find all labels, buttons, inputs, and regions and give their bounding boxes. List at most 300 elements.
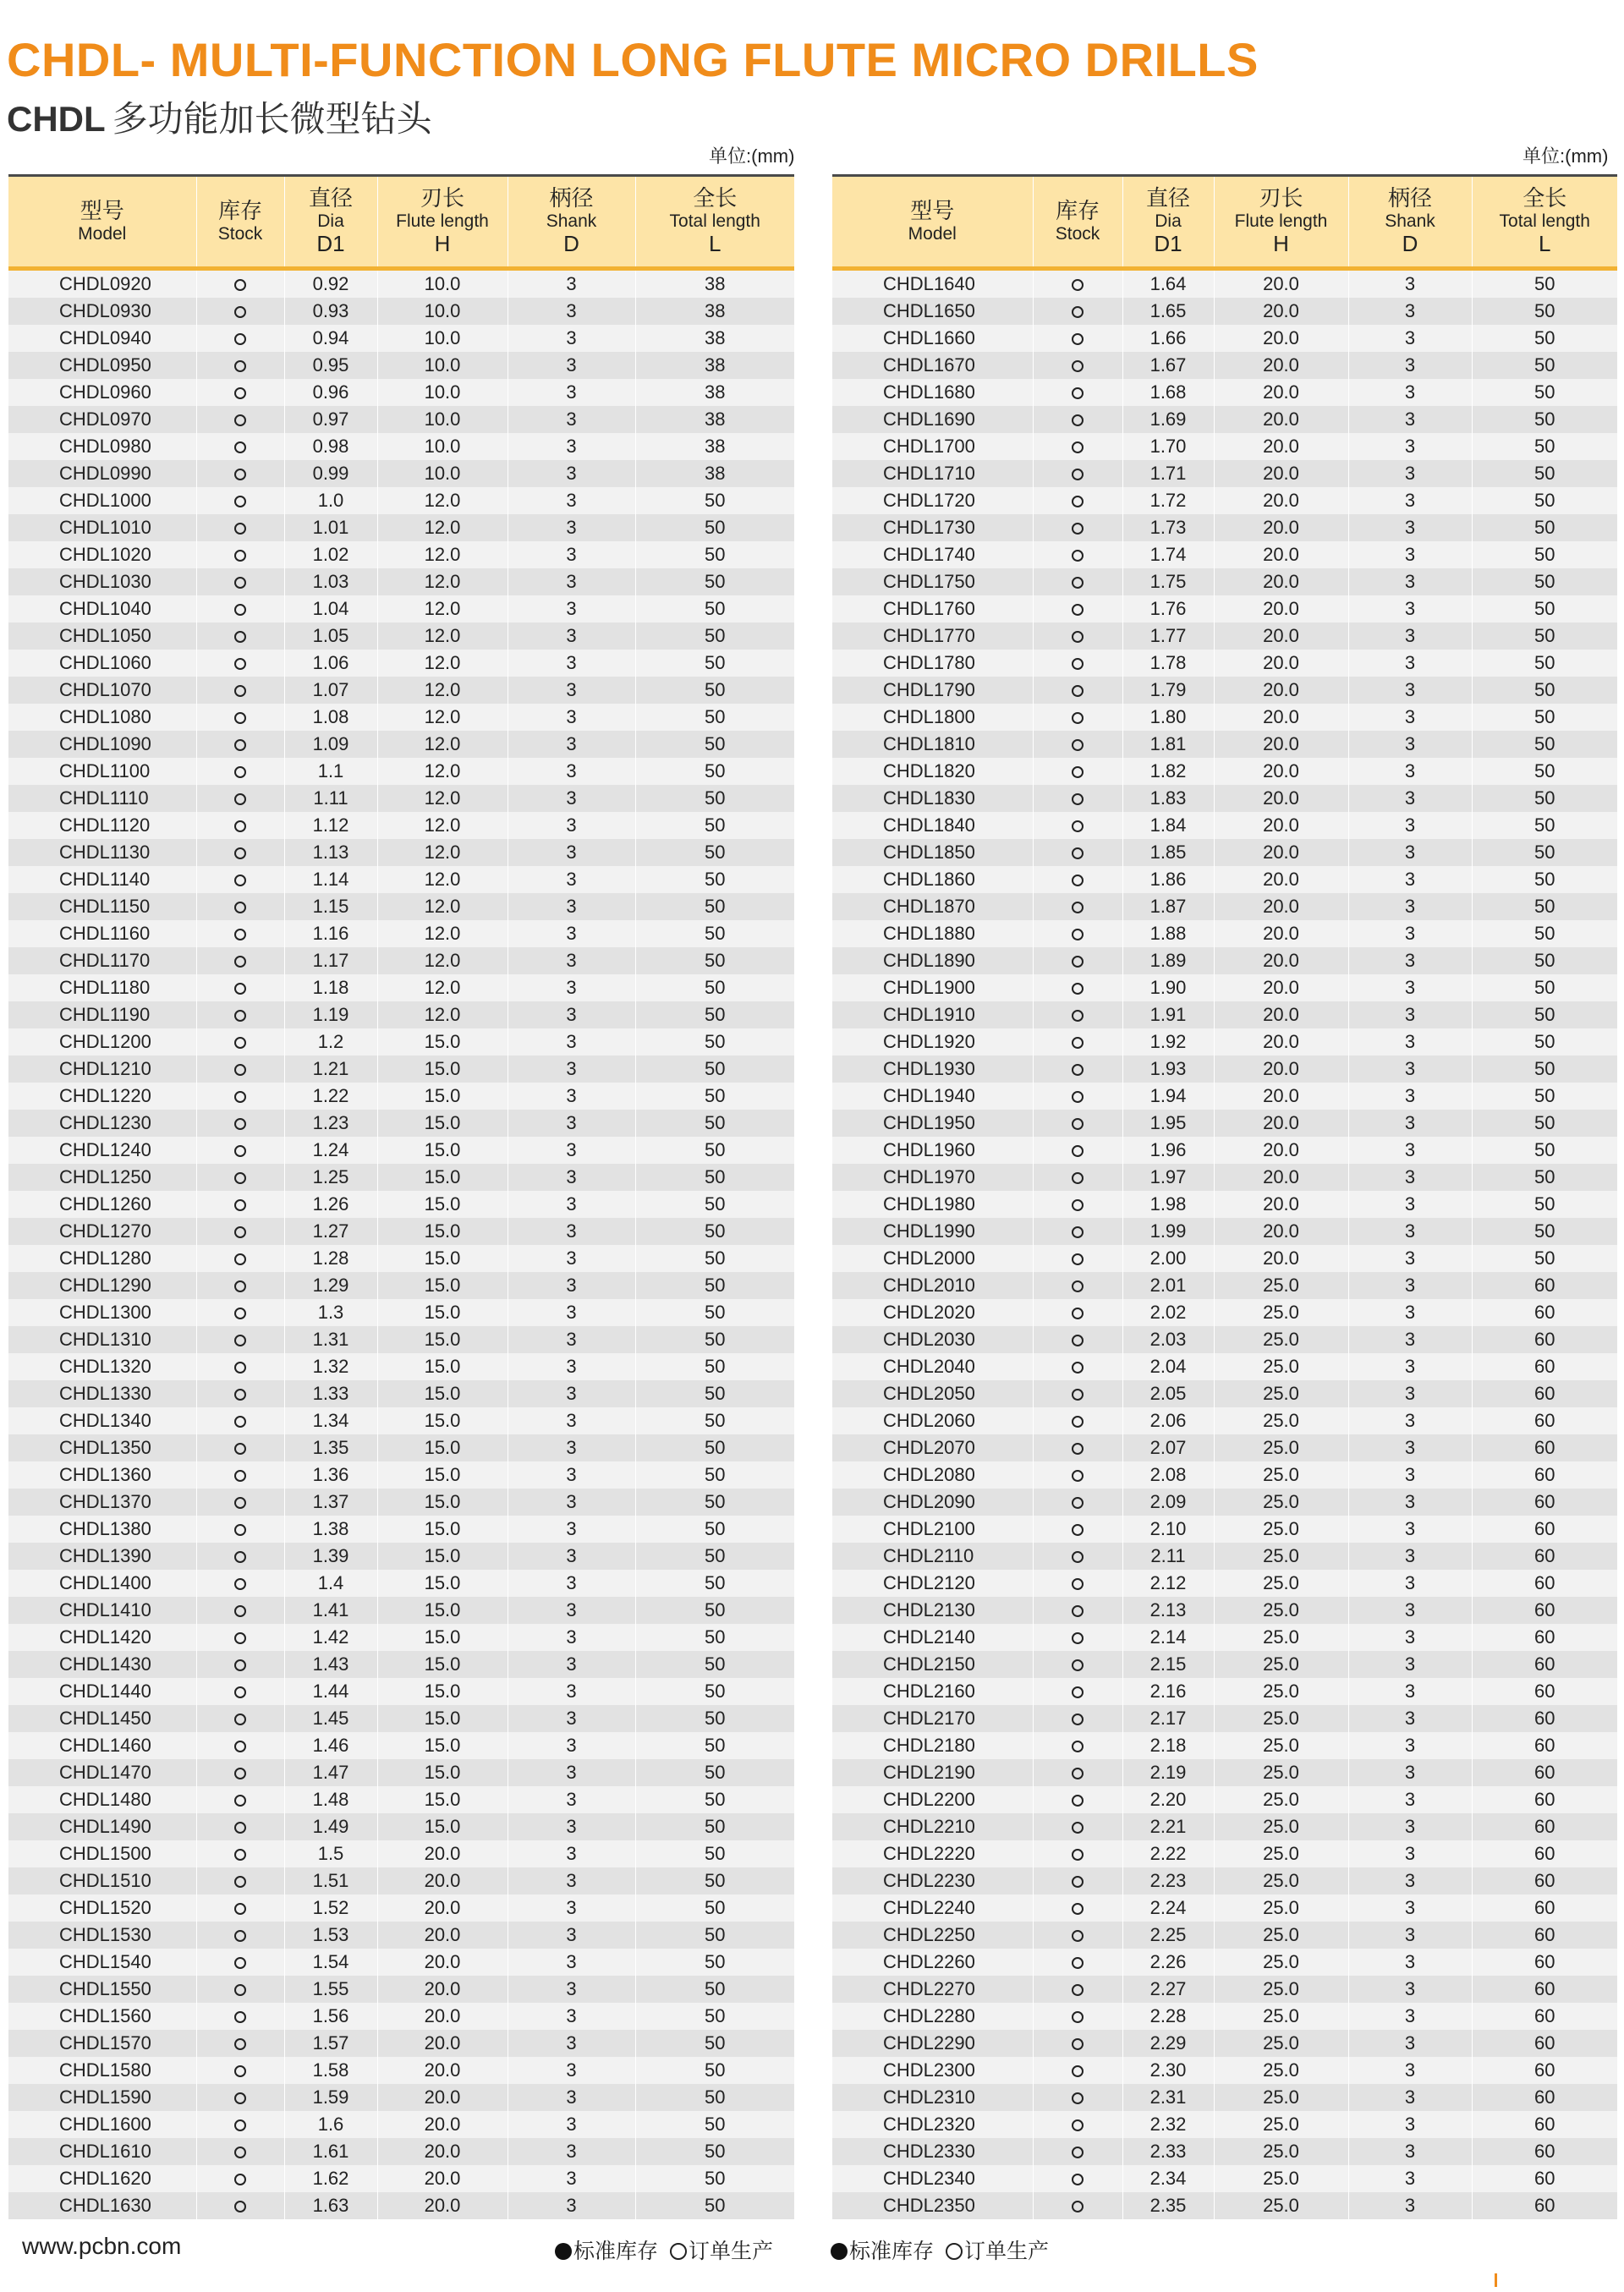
dia-cell: 1.89: [1122, 947, 1214, 974]
page-subtitle: [7, 91, 432, 142]
dia-cell: 2.08: [1122, 1461, 1214, 1489]
shank-cell: 3: [508, 298, 635, 325]
open-circle-icon: [1072, 902, 1084, 913]
model-cell: CHDL1520: [8, 1894, 196, 1922]
table-row: [8, 1028, 794, 1056]
spec-table-right: [832, 174, 1617, 2219]
total-length-cell: 50: [1472, 812, 1617, 839]
dia-cell: 1.99: [1122, 1218, 1214, 1245]
dia-cell: 1.88: [1122, 920, 1214, 947]
dia-cell: 2.19: [1122, 1759, 1214, 1786]
model-cell: CHDL1410: [8, 1597, 196, 1624]
table-row: [832, 2003, 1617, 2030]
model-cell: CHDL1210: [8, 1056, 196, 1083]
table-row: [832, 947, 1617, 974]
stock-cell: [196, 1759, 284, 1786]
model-cell: CHDL2210: [832, 1813, 1033, 1840]
shank-cell: 3: [508, 269, 635, 299]
shank-cell: 3: [508, 514, 635, 541]
total-length-cell: 50: [635, 1489, 794, 1516]
total-length-cell: 50: [635, 2192, 794, 2219]
model-cell: CHDL1510: [8, 1867, 196, 1894]
shank-cell: 3: [1348, 1191, 1472, 1218]
total-length-cell: 50: [635, 1380, 794, 1407]
total-length-cell: 50: [1472, 1110, 1617, 1137]
stock-cell: [196, 1543, 284, 1570]
open-circle-icon: [234, 1037, 246, 1049]
total-length-cell: 50: [635, 514, 794, 541]
open-circle-icon: [1072, 631, 1084, 643]
open-circle-icon: [234, 820, 246, 832]
open-circle-icon: [1072, 2119, 1084, 2131]
shank-cell: 3: [1348, 650, 1472, 677]
shank-cell: 3: [508, 1813, 635, 1840]
stock-cell: [196, 1651, 284, 1678]
shank-cell: 3: [1348, 758, 1472, 785]
total-length-cell: 60: [1472, 1516, 1617, 1543]
stock-cell: [196, 1786, 284, 1813]
shank-cell: 3: [1348, 1353, 1472, 1380]
dia-cell: 2.34: [1122, 2165, 1214, 2192]
total-length-cell: 50: [1472, 731, 1617, 758]
total-length-cell: 38: [635, 460, 794, 487]
dia-cell: 1.53: [284, 1922, 377, 1949]
flute-length-cell: 20.0: [1214, 1164, 1348, 1191]
stock-cell: [1033, 839, 1122, 866]
table-row: [832, 2057, 1617, 2084]
shank-cell: 3: [1348, 298, 1472, 325]
open-circle-icon: [234, 1605, 246, 1617]
model-cell: CHDL1690: [832, 406, 1033, 433]
open-circle-icon: [234, 1443, 246, 1455]
shank-cell: 3: [1348, 1272, 1472, 1299]
open-circle-icon: [234, 1768, 246, 1779]
shank-cell: 3: [508, 1705, 635, 1732]
total-length-cell: 60: [1472, 1299, 1617, 1326]
dia-cell: 2.11: [1122, 1543, 1214, 1570]
dia-cell: 2.33: [1122, 2138, 1214, 2165]
dia-cell: 1.19: [284, 1001, 377, 1028]
flute-length-cell: 20.0: [1214, 893, 1348, 920]
total-length-cell: 50: [635, 677, 794, 704]
table-row: [832, 1110, 1617, 1137]
shank-cell: 3: [1348, 2003, 1472, 2030]
total-length-cell: 60: [1472, 1840, 1617, 1867]
open-circle-icon: [1072, 1470, 1084, 1482]
open-circle-icon: [1072, 1118, 1084, 1130]
dia-cell: 2.15: [1122, 1651, 1214, 1678]
shank-cell: 3: [508, 1353, 635, 1380]
open-circle-icon: [234, 1632, 246, 1644]
legend-made-to-order: 订单生产: [964, 2240, 1050, 2263]
model-cell: CHDL1930: [832, 1056, 1033, 1083]
flute-length-cell: 25.0: [1214, 1353, 1348, 1380]
stock-cell: [196, 2192, 284, 2219]
stock-cell: [1033, 622, 1122, 650]
stock-cell: [196, 1137, 284, 1164]
model-cell: CHDL1380: [8, 1516, 196, 1543]
model-cell: CHDL1050: [8, 622, 196, 650]
open-circle-icon: [234, 414, 246, 426]
total-length-cell: 60: [1472, 1705, 1617, 1732]
open-circle-icon: [234, 360, 246, 372]
model-cell: CHDL0920: [8, 269, 196, 299]
total-length-cell: 50: [1472, 568, 1617, 595]
dia-cell: 2.23: [1122, 1867, 1214, 1894]
total-length-cell: 60: [1472, 1867, 1617, 1894]
stock-cell: [196, 2084, 284, 2111]
table-row: [8, 1461, 794, 1489]
stock-cell: [1033, 1110, 1122, 1137]
table-row: [8, 1922, 794, 1949]
open-circle-icon: [1072, 333, 1084, 345]
model-cell: CHDL2230: [832, 1867, 1033, 1894]
flute-length-cell: 15.0: [377, 1218, 508, 1245]
total-length-cell: 38: [635, 433, 794, 460]
total-length-cell: 50: [635, 1001, 794, 1028]
shank-cell: 3: [1348, 1597, 1472, 1624]
table-row: [8, 1001, 794, 1028]
stock-cell: [196, 1407, 284, 1434]
model-cell: CHDL1760: [832, 595, 1033, 622]
model-cell: CHDL2240: [832, 1894, 1033, 1922]
open-circle-icon: [234, 523, 246, 535]
flute-length-cell: 15.0: [377, 1191, 508, 1218]
dia-cell: 1.73: [1122, 514, 1214, 541]
stock-cell: [1033, 1001, 1122, 1028]
table-row: [8, 379, 794, 406]
table-row: [8, 974, 794, 1001]
shank-cell: 3: [508, 2057, 635, 2084]
open-circle-icon: [1072, 1335, 1084, 1346]
table-row: [832, 1840, 1617, 1867]
open-circle-icon: [234, 1253, 246, 1265]
open-circle-icon: [1072, 2174, 1084, 2185]
open-circle-icon: [1072, 2147, 1084, 2158]
total-length-cell: 50: [635, 839, 794, 866]
stock-cell: [196, 947, 284, 974]
shank-cell: 3: [508, 379, 635, 406]
table-row: [832, 2030, 1617, 2057]
model-cell: CHDL1150: [8, 893, 196, 920]
dia-cell: 1.84: [1122, 812, 1214, 839]
open-circle-icon: [1072, 306, 1084, 318]
stock-cell: [196, 433, 284, 460]
model-cell: CHDL1740: [832, 541, 1033, 568]
model-cell: CHDL1700: [832, 433, 1033, 460]
model-cell: CHDL1330: [8, 1380, 196, 1407]
stock-cell: [196, 460, 284, 487]
table-row: [832, 1083, 1617, 1110]
table-row: [832, 1137, 1617, 1164]
total-length-cell: 50: [1472, 1164, 1617, 1191]
dia-cell: 1.26: [284, 1191, 377, 1218]
open-circle-icon: [234, 1470, 246, 1482]
model-cell: CHDL1060: [8, 650, 196, 677]
stock-cell: [196, 974, 284, 1001]
dia-cell: 1.17: [284, 947, 377, 974]
stock-cell: [1033, 298, 1122, 325]
model-cell: CHDL2340: [832, 2165, 1033, 2192]
stock-cell: [196, 352, 284, 379]
flute-length-cell: 12.0: [377, 704, 508, 731]
open-circle-icon: [234, 1010, 246, 1022]
open-circle-icon: [1072, 523, 1084, 535]
table-row: [832, 1705, 1617, 1732]
shank-cell: 3: [1348, 1570, 1472, 1597]
shank-cell: 3: [1348, 595, 1472, 622]
flute-length-cell: 25.0: [1214, 2192, 1348, 2219]
model-cell: CHDL1080: [8, 704, 196, 731]
total-length-cell: 50: [635, 650, 794, 677]
model-cell: CHDL0970: [8, 406, 196, 433]
total-length-cell: 50: [635, 1353, 794, 1380]
shank-cell: 3: [1348, 568, 1472, 595]
col-model-header: 型号 Model: [832, 176, 1033, 269]
total-length-cell: 50: [635, 758, 794, 785]
total-length-cell: 60: [1472, 1380, 1617, 1407]
stock-cell: [1033, 1597, 1122, 1624]
table-row: [832, 622, 1617, 650]
model-cell: CHDL2290: [832, 2030, 1033, 2057]
shank-cell: 3: [1348, 1786, 1472, 1813]
stock-cell: [196, 1624, 284, 1651]
stock-cell: [1033, 1813, 1122, 1840]
table-row: [832, 2138, 1617, 2165]
dia-cell: 1.1: [284, 758, 377, 785]
stock-cell: [196, 704, 284, 731]
stock-cell: [1033, 1489, 1122, 1516]
model-cell: CHDL2020: [832, 1299, 1033, 1326]
model-cell: CHDL1970: [832, 1164, 1033, 1191]
stock-cell: [1033, 1678, 1122, 1705]
flute-length-cell: 20.0: [377, 2192, 508, 2219]
table-row: [832, 758, 1617, 785]
model-cell: CHDL1440: [8, 1678, 196, 1705]
open-circle-icon: [1072, 847, 1084, 859]
flute-length-cell: 20.0: [1214, 650, 1348, 677]
model-cell: CHDL2060: [832, 1407, 1033, 1434]
model-cell: CHDL2320: [832, 2111, 1033, 2138]
website-url[interactable]: www.pcbn.com: [22, 2233, 182, 2259]
flute-length-cell: 10.0: [377, 433, 508, 460]
total-length-cell: 60: [1472, 1624, 1617, 1651]
shank-cell: 3: [508, 1949, 635, 1976]
stock-cell: [196, 1434, 284, 1461]
stock-cell: [1033, 2192, 1122, 2219]
open-circle-icon: [234, 1335, 246, 1346]
flute-length-cell: 20.0: [1214, 1001, 1348, 1028]
open-circle-icon: [1072, 1822, 1084, 1834]
shank-cell: 3: [1348, 1380, 1472, 1407]
dia-cell: 1.05: [284, 622, 377, 650]
table-row: [8, 1489, 794, 1516]
dia-cell: 1.48: [284, 1786, 377, 1813]
dia-cell: 1.32: [284, 1353, 377, 1380]
table-row: [8, 433, 794, 460]
flute-length-cell: 20.0: [377, 1949, 508, 1976]
shank-cell: 3: [508, 1597, 635, 1624]
shank-cell: 3: [1348, 1543, 1472, 1570]
stock-cell: [1033, 1380, 1122, 1407]
table-row: [832, 1353, 1617, 1380]
flute-length-cell: 15.0: [377, 1110, 508, 1137]
total-length-cell: 50: [1472, 677, 1617, 704]
flute-length-cell: 25.0: [1214, 1840, 1348, 1867]
model-cell: CHDL1840: [832, 812, 1033, 839]
model-cell: CHDL1450: [8, 1705, 196, 1732]
shank-cell: 3: [1348, 1218, 1472, 1245]
flute-length-cell: 20.0: [1214, 758, 1348, 785]
dia-cell: 1.24: [284, 1137, 377, 1164]
shank-cell: 3: [508, 622, 635, 650]
table-row: [8, 325, 794, 352]
table-row: [8, 622, 794, 650]
total-length-cell: 50: [1472, 433, 1617, 460]
shank-cell: 3: [508, 487, 635, 514]
dia-cell: 2.05: [1122, 1380, 1214, 1407]
total-length-cell: 60: [1472, 1461, 1617, 1489]
table-body-left: [8, 269, 794, 2220]
dia-cell: 1.98: [1122, 1191, 1214, 1218]
shank-cell: 3: [1348, 1083, 1472, 1110]
stock-cell: [1033, 487, 1122, 514]
open-circle-icon: [1072, 2038, 1084, 2050]
dia-cell: 1.63: [284, 2192, 377, 2219]
model-cell: CHDL1240: [8, 1137, 196, 1164]
total-length-cell: 50: [635, 1083, 794, 1110]
open-circle-icon: [1072, 1253, 1084, 1265]
flute-length-cell: 15.0: [377, 1461, 508, 1489]
flute-length-cell: 12.0: [377, 866, 508, 893]
dia-cell: 1.07: [284, 677, 377, 704]
stock-cell: [196, 785, 284, 812]
model-cell: CHDL1340: [8, 1407, 196, 1434]
open-circle-icon: [1072, 469, 1084, 480]
flute-length-cell: 25.0: [1214, 1624, 1348, 1651]
stock-cell: [1033, 1759, 1122, 1786]
table-body-right: [832, 269, 1617, 2220]
flute-length-cell: 15.0: [377, 1786, 508, 1813]
total-length-cell: 50: [635, 622, 794, 650]
open-circle-icon: [1072, 1037, 1084, 1049]
stock-cell: [196, 812, 284, 839]
dia-cell: 1.38: [284, 1516, 377, 1543]
col-total-header: 全长 Total length L: [1472, 176, 1617, 269]
dia-cell: 1.54: [284, 1949, 377, 1976]
shank-cell: 3: [508, 352, 635, 379]
total-length-cell: 50: [635, 1732, 794, 1759]
dia-cell: 1.57: [284, 2030, 377, 2057]
dia-cell: 0.96: [284, 379, 377, 406]
table-row: [832, 1624, 1617, 1651]
table-row: [8, 677, 794, 704]
model-cell: CHDL1950: [832, 1110, 1033, 1137]
flute-length-cell: 12.0: [377, 487, 508, 514]
flute-length-cell: 15.0: [377, 1434, 508, 1461]
model-cell: CHDL1630: [8, 2192, 196, 2219]
flute-length-cell: 25.0: [1214, 1678, 1348, 1705]
model-cell: CHDL1800: [832, 704, 1033, 731]
flute-length-cell: 12.0: [377, 785, 508, 812]
open-circle-icon: [234, 2065, 246, 2077]
flute-length-cell: 20.0: [1214, 514, 1348, 541]
model-cell: CHDL1560: [8, 2003, 196, 2030]
table-row: [832, 1651, 1617, 1678]
shank-cell: 3: [1348, 2057, 1472, 2084]
dia-cell: 2.26: [1122, 1949, 1214, 1976]
stock-cell: [196, 677, 284, 704]
open-circle-icon: [1072, 875, 1084, 886]
open-circle-icon: [234, 1280, 246, 1292]
model-cell: CHDL1470: [8, 1759, 196, 1786]
dia-cell: 1.21: [284, 1056, 377, 1083]
model-cell: CHDL1270: [8, 1218, 196, 1245]
shank-cell: 3: [1348, 1028, 1472, 1056]
open-circle-icon: [1072, 1876, 1084, 1888]
shank-cell: 3: [508, 677, 635, 704]
total-length-cell: 60: [1472, 1786, 1617, 1813]
dia-cell: 1.58: [284, 2057, 377, 2084]
table-row: [832, 1434, 1617, 1461]
shank-cell: 3: [1348, 731, 1472, 758]
shank-cell: 3: [1348, 1813, 1472, 1840]
stock-cell: [196, 1299, 284, 1326]
flute-length-cell: 20.0: [377, 2003, 508, 2030]
model-cell: CHDL1680: [832, 379, 1033, 406]
model-cell: CHDL1010: [8, 514, 196, 541]
shank-cell: 3: [508, 1489, 635, 1516]
shank-cell: 3: [508, 541, 635, 568]
model-cell: CHDL2280: [832, 2003, 1033, 2030]
table-row: [832, 1245, 1617, 1272]
stock-cell: [1033, 650, 1122, 677]
stock-cell: [196, 1840, 284, 1867]
stock-cell: [196, 325, 284, 352]
model-cell: CHDL1890: [832, 947, 1033, 974]
model-cell: CHDL1220: [8, 1083, 196, 1110]
total-length-cell: 60: [1472, 2084, 1617, 2111]
table-row: [8, 1137, 794, 1164]
total-length-cell: 50: [635, 1949, 794, 1976]
flute-length-cell: 25.0: [1214, 1786, 1348, 1813]
open-circle-icon: [234, 1578, 246, 1590]
total-length-cell: 50: [635, 1164, 794, 1191]
dia-cell: 1.51: [284, 1867, 377, 1894]
flute-length-cell: 25.0: [1214, 1949, 1348, 1976]
total-length-cell: 50: [635, 2138, 794, 2165]
flute-length-cell: 20.0: [1214, 839, 1348, 866]
dia-cell: 1.66: [1122, 325, 1214, 352]
table-row: [832, 1922, 1617, 1949]
flute-length-cell: 15.0: [377, 1597, 508, 1624]
dia-cell: 1.70: [1122, 433, 1214, 460]
model-cell: CHDL1640: [832, 269, 1033, 299]
stock-cell: [1033, 812, 1122, 839]
col-total-header: 全长 Total length L: [635, 176, 794, 269]
model-cell: CHDL1670: [832, 352, 1033, 379]
model-cell: CHDL1400: [8, 1570, 196, 1597]
shank-cell: 3: [508, 974, 635, 1001]
open-circle-icon: [1072, 1551, 1084, 1563]
total-length-cell: 50: [635, 1922, 794, 1949]
flute-length-cell: 20.0: [377, 2030, 508, 2057]
total-length-cell: 50: [635, 893, 794, 920]
model-cell: CHDL1000: [8, 487, 196, 514]
total-length-cell: 50: [1472, 1245, 1617, 1272]
total-length-cell: 50: [635, 1678, 794, 1705]
shank-cell: 3: [1348, 541, 1472, 568]
